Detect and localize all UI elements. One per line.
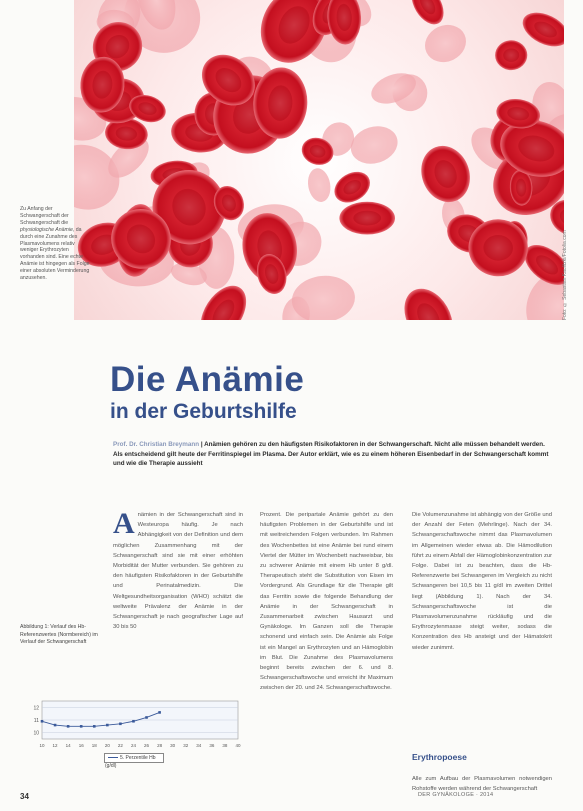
x-tick-label: 24 <box>130 743 136 748</box>
x-tick-label: 18 <box>91 743 97 748</box>
blood-cell <box>395 280 463 320</box>
x-tick-label: 10 <box>39 743 45 748</box>
x-tick-label: 38 <box>222 743 228 748</box>
article-title: Die Anämie <box>110 360 305 399</box>
x-tick-label: 36 <box>209 743 215 748</box>
article-subtitle: in der Geburtshilfe <box>110 400 297 423</box>
body-text-3: Die Volumenzunahme ist abhängig von der Größe und der Anzahl der Feten (Mehrlinge). Nach der 34. Schwangerschaftswoche nimmt das Plasmavolumen im Allgemeinen wieder etwas ab. Die Hämodilution führt zu einem Abfall der Hämoglobinkonzentration zur Folge. Dabei ist zu beachten, dass die Hb-Referenzwerte bei Schwangeren im Vergleich zu nicht Schwangeren bei 10,5 bis 11 g/dl im zweiten Drittel liegt (Abbildung 1). Nach der 34. Schwangerschaftswoche ist die Plasmavolumenzunahme rückläufig und die Erythrozytenmasse steigt weiter, sodass die Konzentration des Hb ansteigt und der Hämatokrit wieder zunimmt. <box>412 512 552 651</box>
x-tick-label: 16 <box>78 743 84 748</box>
body-column-1 <box>113 507 243 632</box>
lead-text: | Anämien gehören zu den häufigsten Risikofaktoren in der Schwangerschaft. Nicht alle müssen behandelt werden. Als entscheidend gilt heute der Ferritinspiegel im Plasma. Der Autor erklärt, wie es zu einem höheren Eisenbedarf in der Schwangerschaft kommt und wie die Therapie aussieht <box>113 441 549 468</box>
y-tick-label: 12 <box>33 705 39 712</box>
image-caption-text-2: der Schwangerschaft die <box>20 212 69 226</box>
body-column-3 <box>412 510 552 653</box>
series-point <box>67 725 70 728</box>
x-tick-label: 12 <box>52 743 58 748</box>
blood-cell <box>517 6 564 53</box>
section-heading: Erythropoese <box>412 752 467 762</box>
journal-footer: DER GYNÄKOLOGE · 2014 <box>418 792 494 798</box>
article-intro <box>113 440 553 469</box>
legend-swatch <box>108 757 118 758</box>
series-point <box>106 724 109 727</box>
body-text-1: nämien in der Schwangerschaft sind in Westeuropa häufig. Je nach Abhängigkeit von der Definition und dem möglichen Zusammenhang mit der Schwangerschaft sind sie mit einer erhöhten Morbidität der Mutter verbunden. Sie gehören zu den häufigsten Risikofaktoren in der Geburtshilfe und Perinatalmedizin. Die Weltgesundheitsorganisation (WHO) schätzt die weltweite Prävalenz der Anämie in der Schwangerschaft je nach geografischer Lage auf 30 bis 50 <box>113 512 243 631</box>
legend-label: 5. Perzentile Hb (g/dl) <box>105 755 156 769</box>
author-name: Prof. Dr. Christian Breymann <box>113 441 200 448</box>
photo-credit: Foto: © Sebastian Kaulitzki/Fotolia.com <box>562 230 568 320</box>
x-tick-label: 32 <box>183 743 189 748</box>
image-caption <box>20 206 92 282</box>
blurred-cell <box>419 18 472 68</box>
series-point <box>145 716 148 719</box>
y-tick-label: 11 <box>33 718 39 724</box>
x-tick-label: 28 <box>157 743 163 748</box>
figure-caption: Abbildung 1: Verlauf des Hb-Referenzwertes (Normbereich) im Verlauf der Schwangerschaft <box>20 624 98 645</box>
blurred-cell <box>305 166 333 203</box>
series-point <box>93 725 96 728</box>
hero-image <box>74 0 564 320</box>
x-tick-label: 22 <box>117 743 123 748</box>
series-point <box>41 720 44 723</box>
series-point <box>119 723 122 726</box>
blood-cell <box>339 202 395 235</box>
blood-cell <box>413 139 478 210</box>
page-number: 34 <box>20 792 29 801</box>
x-tick-label: 14 <box>65 743 71 748</box>
series-point <box>132 720 135 723</box>
body-text-2: Prozent. Die peripartale Anämie gehört zu den häufigsten Problemen in der Geburtshilfe und ist mit weitreichenden Folgen verbunden. Im Rahmen des Wochenbettes ist eine Anämie bei rund einem Viertel der Mütter im Wochenbett nachweisbar, bis zu schwerer Anämie mit einem Hb unter 8 g/dl. Therapeutisch steht die Substitution von Eisen im Vordergrund. Als Grundlage für die Therapie gilt das Ferritin sowie die folgende Behandlung der Anämie in der Schwangerschaft in Zusammenarbeit zwischen Hausarzt und Gynäkologe. Im Ganzen soll die Therapie schonend und einfach sein. Die Anämie als Folge ist ein Mangel an Erythrozyten und an Hämoglobin im Blut. Die Zunahme des Plasmavolumens beginnt bereits zwischen der 6. und 8. Schwangerschaftswoche und erreicht ihr Maximum zwischen der 20. und 24. Schwangerschaftswoche. <box>260 512 393 692</box>
x-tick-label: 40 <box>235 743 241 748</box>
series-point <box>80 725 83 728</box>
series-point <box>158 711 161 714</box>
drop-cap: A <box>113 507 135 540</box>
image-caption-text-3: , da durch eine Zunahme des Plasmavolumens relativ weniger Erythrozyten vorhanden sind. Eine echte Anämie ist hingegen als Folge einer absoluten Verminderung anzusehen. <box>20 226 90 282</box>
x-tick-label: 34 <box>196 743 202 748</box>
red-blood-cells-illustration <box>74 0 564 320</box>
y-tick-label: 10 <box>33 730 39 737</box>
chart-legend <box>104 753 164 769</box>
blurred-cell <box>346 121 402 170</box>
body-text-3b: Alle zum Aufbau der Plasmavolumen notwendigen Rohstoffe werden während der Schwangerschaft <box>412 776 552 793</box>
body-column-2 <box>260 510 393 694</box>
x-tick-label: 26 <box>144 743 150 748</box>
image-caption-italic: physiologische Anämie <box>20 226 73 233</box>
blurred-cell <box>290 273 358 320</box>
blood-cell <box>495 40 528 70</box>
x-tick-label: 20 <box>104 743 110 748</box>
series-point <box>54 724 57 727</box>
image-caption-text-1: Zu Anfang der Schwangerschaft <box>20 206 60 219</box>
x-tick-label: 30 <box>170 743 176 748</box>
